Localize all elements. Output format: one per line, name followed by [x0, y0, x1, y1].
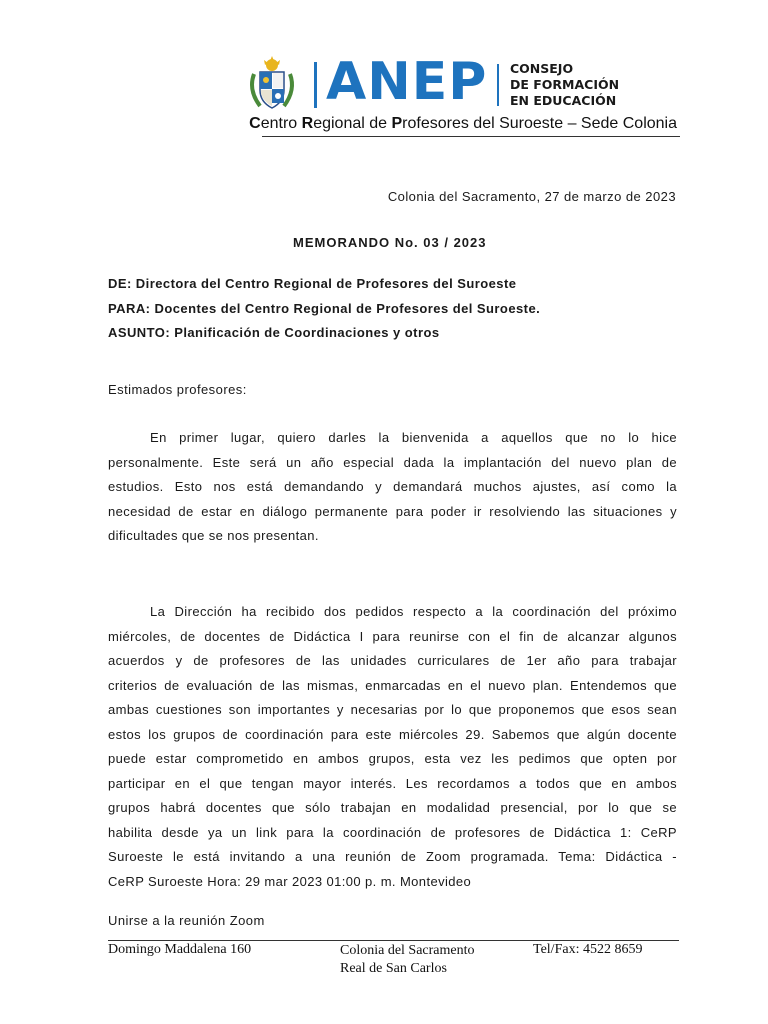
footer-phone: Tel/Fax: 4522 8659 — [533, 942, 643, 957]
paragraph-line: necesidad de estar en diálogo permanente para poder ir resolviendo las situaciones y — [108, 503, 677, 519]
footer-city-line-1: Colonia del Sacramento — [340, 943, 475, 958]
memo-greeting: Estimados profesores: — [108, 382, 247, 397]
council-line-1: CONSEJO — [510, 61, 574, 76]
paragraph-line: estos los grupos de coordinación para este miércoles 29. Sabemos que algún docente — [108, 726, 677, 742]
paragraph-line: dificultades que se nos presentan. — [108, 528, 319, 543]
header-rule — [262, 136, 680, 137]
paragraph-line: criterios de evaluación de las mismas, enmarcadas en el nuevo plan. Entendemos que — [108, 677, 677, 693]
centro-initial: C — [249, 115, 261, 132]
brand-divider-2 — [497, 64, 499, 106]
paragraph-line: acuerdos y de profesores de las unidades curriculares de 1er año para trabajar — [108, 653, 677, 668]
paragraph-line: personalmente. Este será un año especial dada la implantación del nuevo plan de — [108, 454, 677, 470]
paragraph-line: participar en el que tengan mayor interés. Les recordamos a todos que en ambos — [108, 775, 677, 791]
footer-address: Domingo Maddalena 160 — [108, 942, 252, 957]
profesores-initial: P — [391, 115, 403, 132]
regional-initial: R — [301, 115, 314, 132]
memo-title: MEMORANDO No. 03 / 2023 — [293, 235, 487, 250]
brand-divider — [314, 62, 317, 108]
paragraph-welcome — [108, 426, 677, 549]
council-name — [510, 61, 619, 109]
paragraph-line: grupos habrá docentes que sólo trabajan en modalidad presencial, por lo que se — [108, 800, 677, 815]
zoom-join-text: Unirse a la reunión Zoom — [108, 913, 265, 928]
paragraph-line: En primer lugar, quiero darles la bienvenida a aquellos que no lo hice — [150, 430, 677, 445]
council-line-3: EN EDUCACIÓN — [510, 93, 617, 108]
institution-name — [249, 115, 677, 133]
profesores-text: rofesores del Suroeste – Sede Colonia — [402, 115, 677, 132]
footer-rule — [108, 940, 679, 941]
paragraph-line: puede estar comprometido en ambos grupos, esta vez les pedimos que opten por — [108, 751, 677, 766]
footer-city — [340, 942, 475, 978]
footer-city-line-2: Real de San Carlos — [340, 961, 447, 976]
paragraph-line: Suroeste le está invitando a una reunión de Zoom programada. Tema: Didáctica - — [108, 849, 677, 864]
memo-from: DE: Directora del Centro Regional de Profesores del Suroeste — [108, 276, 517, 291]
memo-date: Colonia del Sacramento, 27 de marzo de 2023 — [387, 189, 676, 204]
uruguay-coat-of-arms-logo — [244, 56, 300, 112]
paragraph-line: CeRP Suroeste Hora: 29 mar 2023 01:00 p. m. Montevideo — [108, 873, 472, 889]
memo-subject: ASUNTO: Planificación de Coordinaciones y otros — [108, 325, 440, 340]
centro-text: entro — [260, 115, 302, 132]
paragraph-coordination — [108, 600, 677, 894]
paragraph-line: La Dirección ha recibido dos pedidos respecto a la coordinación del próximo — [150, 604, 677, 619]
memo-to: PARA: Docentes del Centro Regional de Profesores del Suroeste. — [108, 301, 541, 316]
paragraph-line: miércoles, de docentes de Didáctica I para reunirse con el fin de alcanzar algunos — [108, 628, 677, 644]
paragraph-line: habilita desde ya un link para la coordinación de profesores de Didáctica 1: CeRP — [108, 824, 677, 840]
regional-text: egional de — [313, 115, 392, 132]
paragraph-line: estudios. Esto nos está demandando y demandará muchos ajustes, así como la — [108, 479, 677, 494]
paragraph-line: ambas cuestiones son importantes y necesarias por lo que proponemos que esos sean — [108, 702, 677, 717]
anep-logo-text: ANEP — [326, 52, 488, 112]
council-line-2: DE FORMACIÓN — [510, 77, 620, 92]
